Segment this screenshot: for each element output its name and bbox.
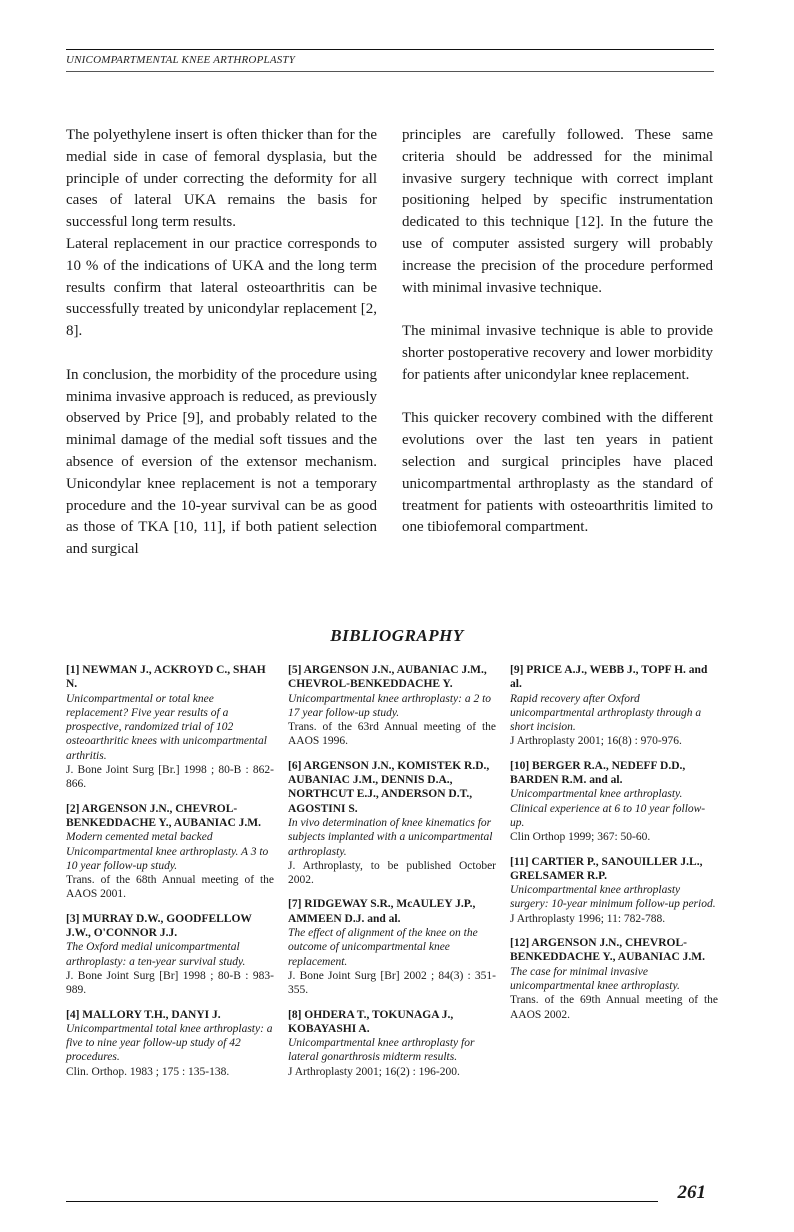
reference-authors: [12] ARGENSON J.N., CHEVROL-BENKEDDACHE Y., AUBANIAC J.M. <box>510 937 705 964</box>
reference-authors: [1] NEWMAN J., ACKROYD C., SHAH N. <box>66 664 266 691</box>
reference-source: Clin. Orthop. 1983 ; 175 : 135-138. <box>66 1065 230 1078</box>
reference-item <box>510 855 718 926</box>
footer-rule <box>66 1201 658 1202</box>
bibliography-column-1 <box>66 663 274 1089</box>
body-column-right <box>402 125 713 539</box>
reference-authors: [7] RIDGEWAY S.R., McAULEY J.P., AMMEEN D.J. and al. <box>288 898 476 925</box>
header-top-rule <box>66 49 714 50</box>
reference-title: Unicompartmental total knee arthroplasty: a five to nine year follow-up study of 42 procedures. <box>66 1022 273 1064</box>
reference-source: Trans. of the 63rd Annual meeting of the AAOS 1996. <box>288 721 496 748</box>
body-paragraph: This quicker recovery combined with the different evolutions over the last ten years in patient selection and surgical principles have placed unicompartmental arthroplasty as the standard of treatment for patients with osteoarthritis limited to one tibiofemoral compartment. <box>402 410 713 536</box>
reference-item <box>288 663 496 749</box>
reference-source: J. Bone Joint Surg [Br] 1998 ; 80-B : 983-989. <box>66 969 274 997</box>
reference-source: Clin Orthop 1999; 367: 50-60. <box>510 831 651 844</box>
body-paragraph: Lateral replacement in our practice corresponds to 10 % of the indications of UKA and the long term results confirm that lateral osteoarthritis can be successfully treated by unicondylar replacement [2, 8]. <box>66 235 377 340</box>
reference-item <box>510 759 718 845</box>
body-paragraph: In conclusion, the morbidity of the procedure using minima invasive approach is reduced, as previously observed by Price [9], and probably related to the minimal damage of the medial soft tissues and the absence of eversion of the extensor mechanism. Unicondylar knee replacement is not a temporary procedure and the 10-year survival can be as good as those of TKA [10, 11], if both patient selection and surgical <box>66 366 377 558</box>
reference-source: J. Bone Joint Surg [Br] 2002 ; 84(3) : 351-355. <box>288 969 496 997</box>
reference-item <box>66 663 274 792</box>
reference-authors: [10] BERGER R.A., NEDEFF D.D., BARDEN R.M. and al. <box>510 759 686 787</box>
bibliography-title: BIBLIOGRAPHY <box>330 626 464 645</box>
reference-title: Unicompartmental or total knee replacement? Five year results of a prospective, randomized trial of 102 osteoarthritic knees with unicompartmental arthritis. <box>66 692 267 762</box>
running-head: UNICOMPARTMENTAL KNEE ARTHROPLASTY <box>66 54 296 66</box>
reference-title: Unicompartmental knee arthroplasty: a 2 to 17 year follow-up study. <box>288 692 492 719</box>
body-paragraph: principles are carefully followed. These same criteria should be addressed for the minimal invasive surgery technique with correct implant positioning helped by specific instrumentation dedicated to this technique [12]. In the future the use of computer assisted surgery will probably increase the precision of the procedure performed with minimal invasive technique. <box>402 127 713 296</box>
reference-source: J Arthroplasty 2001; 16(2) : 196-200. <box>288 1065 460 1078</box>
reference-item <box>288 759 496 888</box>
body-column-left <box>66 125 377 561</box>
reference-title: Modern cemented metal backed Unicompartmental knee arthroplasty. A 3 to 10 year follow-up study. <box>66 831 269 872</box>
reference-title: The Oxford medial unicompartmental arthroplasty: a ten-year survival study. <box>66 941 246 968</box>
bibliography-column-3 <box>510 663 718 1032</box>
reference-title: The effect of alignment of the knee on the outcome of unicompartmental knee replacement. <box>288 927 478 968</box>
reference-source: J Arthroplasty 2001; 16(8) : 970-976. <box>510 735 682 748</box>
reference-authors: [8] OHDERA T., TOKUNAGA J., KOBAYASHI A. <box>288 1008 454 1035</box>
reference-title: Unicompartmental knee arthroplasty. Clinical experience at 6 to 10 year follow-up. <box>510 788 706 829</box>
reference-item <box>66 1008 274 1079</box>
reference-title: In vivo determination of knee kinematics for subjects implanted with a unicompartmental arthroplasty. <box>288 816 493 858</box>
reference-item <box>66 802 274 902</box>
reference-title: Unicompartmental knee arthroplasty surgery: 10-year minimum follow-up period. <box>510 884 716 911</box>
reference-item <box>510 936 718 1022</box>
reference-item <box>288 897 496 997</box>
reference-authors: [9] PRICE A.J., WEBB J., TOPF H. and al. <box>510 664 708 691</box>
reference-source: J. Arthroplasty, to be published October 2002. <box>288 859 496 887</box>
reference-source: Trans. of the 68th Annual meeting of the AAOS 2001. <box>66 874 274 901</box>
body-paragraph: The minimal invasive technique is able to provide shorter postoperative recovery and lower morbidity for patients after unicondylar knee replacement. <box>402 323 713 383</box>
reference-title: Rapid recovery after Oxford unicompartmental arthroplasty through a short incision. <box>510 692 702 734</box>
body-paragraph: The polyethylene insert is often thicker than for the medial side in case of femoral dysplasia, but the principle of under correcting the deformity for all cases of lateral UKA remains the basis for successful long term results. <box>66 127 377 231</box>
reference-authors: [4] MALLORY T.H., DANYI J. <box>66 1008 221 1021</box>
reference-item <box>66 912 274 998</box>
bibliography-column-2 <box>288 663 496 1089</box>
reference-title: The case for minimal invasive unicompartmental knee arthroplasty. <box>510 965 680 992</box>
reference-source: J. Bone Joint Surg [Br.] 1998 ; 80-B : 862-866. <box>66 764 274 791</box>
reference-authors: [5] ARGENSON J.N., AUBANIAC J.M., CHEVROL-BENKEDDACHE Y. <box>288 664 487 691</box>
reference-authors: [6] ARGENSON J.N., KOMISTEK R.D., AUBANIAC J.M., DENNIS D.A., NORTHCUT E.J., ANDERSON D.T., AGOSTINI S. <box>288 759 490 815</box>
reference-authors: [11] CARTIER P., SANOUILLER J.L., GRELSAMER R.P. <box>510 855 703 882</box>
header-bottom-rule <box>66 71 714 72</box>
page-number: 261 <box>677 1182 706 1203</box>
reference-source: J Arthroplasty 1996; 11: 782-788. <box>510 912 666 925</box>
reference-authors: [2] ARGENSON J.N., CHEVROL-BENKEDDACHE Y., AUBANIAC J.M. <box>66 802 261 829</box>
reference-item <box>510 663 718 749</box>
reference-source: Trans. of the 69th Annual meeting of the AAOS 2002. <box>510 994 718 1021</box>
reference-item <box>288 1008 496 1079</box>
reference-title: Unicompartmental knee arthroplasty for lateral gonarthrosis midterm results. <box>288 1037 475 1064</box>
reference-authors: [3] MURRAY D.W., GOODFELLOW J.W., O'CONNOR J.J. <box>66 912 252 940</box>
